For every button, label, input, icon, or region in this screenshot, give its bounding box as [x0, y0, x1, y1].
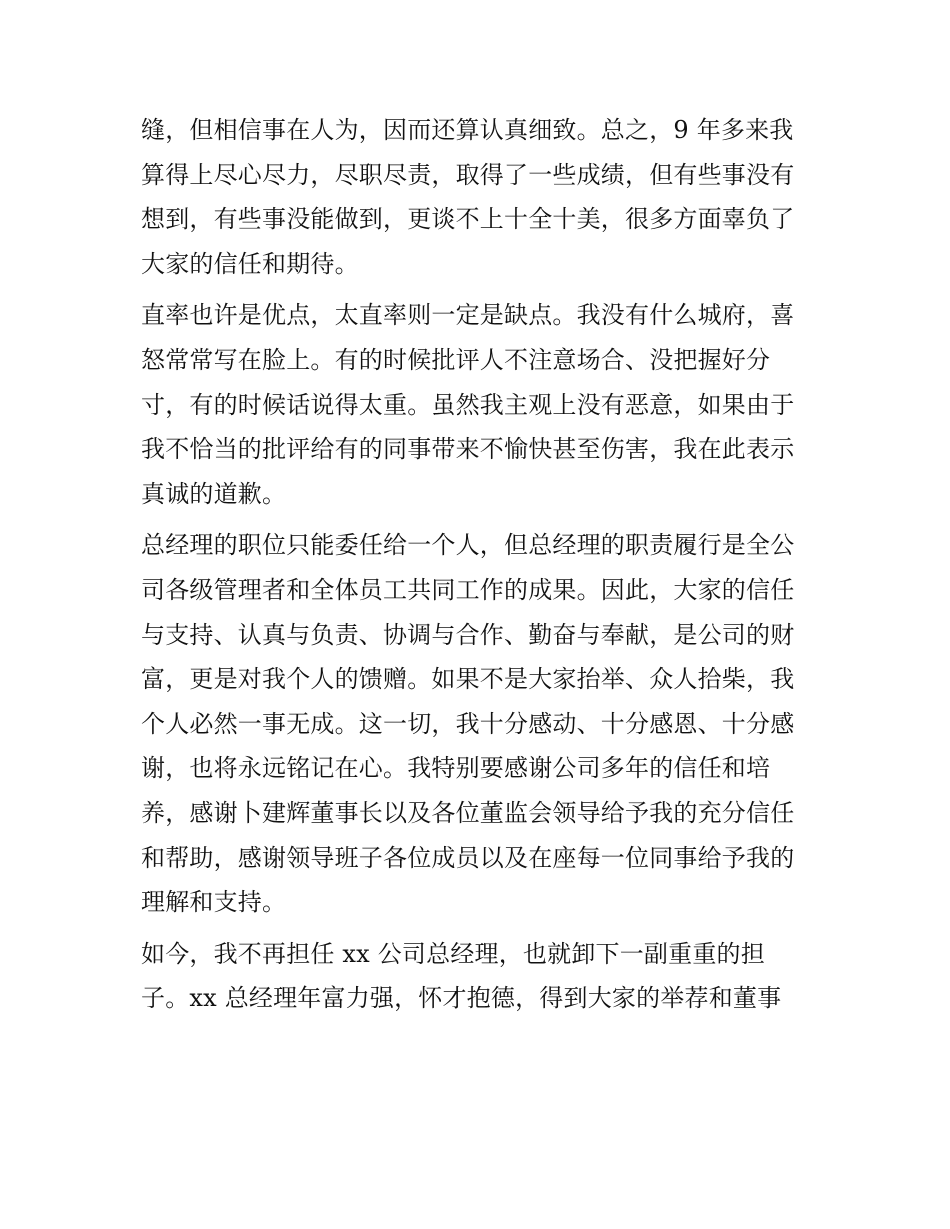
text-line: 怒常常写在脸上。有的时候批评人不注意场合、没把握好分 — [141, 345, 771, 374]
paragraph-4 — [141, 932, 821, 1021]
text-line: 理解和支持。 — [141, 888, 287, 917]
text-line: 谢，也将永远铭记在心。我特别要感谢公司多年的信任和培 — [141, 754, 771, 783]
text-line: 与支持、认真与负责、协调与合作、勤奋与奉献，是公司的财 — [141, 620, 795, 649]
text-line: 养，感谢卜建辉董事长以及各位董监会领导给予我的充分信任 — [141, 798, 795, 827]
text-line: 如今，我不再担任 xx 公司总经理，也就卸下一副重重的担 — [141, 939, 765, 968]
text-line: 司各级管理者和全体员工共同工作的成果。因此，大家的信任 — [141, 575, 795, 604]
paragraph-spacing — [141, 925, 821, 932]
text-line: 想到，有些事没能做到，更谈不上十全十美，很多方面辜负了 — [141, 205, 795, 234]
text-line: 寸，有的时候话说得太重。虽然我主观上没有恶意，如果由于 — [141, 390, 795, 419]
paragraph-spacing — [141, 516, 821, 523]
text-line: 真诚的道歉。 — [141, 479, 287, 508]
text-line: 大家的信任和期待。 — [141, 249, 359, 278]
text-line: 个人必然一事无成。这一切，我十分感动、十分感恩、十分感 — [141, 709, 795, 738]
text-line: 直率也许是优点，太直率则一定是缺点。我没有什么城府，喜 — [141, 301, 795, 330]
text-line: 缝，但相信事在人为，因而还算认真细致。总之，9 年多来我 — [141, 116, 794, 144]
paragraph-3 — [141, 523, 821, 924]
document-body — [141, 108, 821, 1021]
text-line: 我不恰当的批评给有的同事带来不愉快甚至伤害，我在此表示 — [141, 435, 795, 464]
text-line: 总经理的职位只能委任给一个人，但总经理的职责履行是全公 — [141, 531, 795, 560]
paragraph-1 — [141, 108, 821, 286]
text-line: 算得上尽心尽力，尽职尽责，取得了一些成绩，但有些事没有 — [141, 160, 795, 189]
text-line: 富，更是对我个人的馈赠。如果不是大家抬举、众人拾柴，我 — [141, 665, 795, 694]
text-line: 和帮助，感谢领导班子各位成员以及在座每一位同事给予我的 — [141, 843, 795, 872]
text-line: 子。xx 总经理年富力强，怀才抱德，得到大家的举荐和董事 — [141, 984, 782, 1013]
paragraph-spacing — [141, 286, 821, 293]
paragraph-2 — [141, 293, 821, 516]
